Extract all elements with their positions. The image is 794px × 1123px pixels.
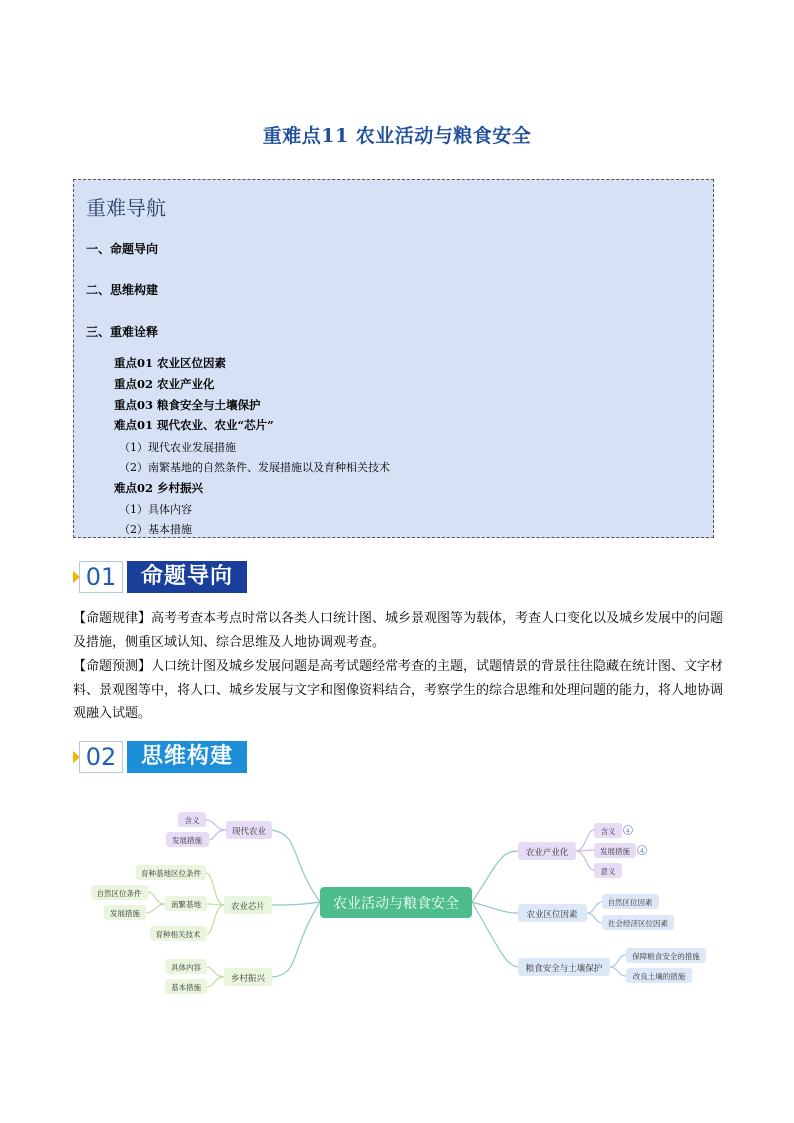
node-modern-agriculture[interactable] <box>226 821 272 839</box>
nav-item-3[interactable]: 三、重难诠释 <box>86 325 159 339</box>
section-number: 01 <box>79 561 123 593</box>
nav-heading: 重难导航 <box>86 196 166 220</box>
svg-text:含义: 含义 <box>600 827 616 836</box>
leaf-nanfan-base[interactable] <box>165 896 207 911</box>
paragraph-forecast: 【命题预测】人口统计图及城乡发展问题是高考试题经常考查的主题，试题情景的背景往往隐藏在统计图、文字材料、景观图等中，将人口、城乡发展与文字和图像资料结合，考察学生的综合思维和处理问题的能力，将人地协调观融入试题。 <box>73 659 724 721</box>
node-label: 农业区位因素 <box>526 910 578 920</box>
nav-sub-1[interactable]: 重点01 农业区位因素 <box>114 356 227 370</box>
node-label: 现代农业 <box>231 827 267 837</box>
svg-text:4: 4 <box>639 847 645 855</box>
leaf-basic-measures[interactable] <box>165 979 207 994</box>
svg-text:社会经济区位因素: 社会经济区位因素 <box>608 919 668 928</box>
node-food-security[interactable] <box>518 958 610 976</box>
svg-text:南繁基地: 南繁基地 <box>171 900 201 909</box>
nav-sub-4-2[interactable]: （2）南繁基地的自然条件、发展措施以及育种相关技术 <box>119 461 390 474</box>
section-label: 思维构建 <box>127 741 247 773</box>
node-label: 乡村振兴 <box>230 974 266 984</box>
svg-text:4: 4 <box>625 827 631 835</box>
nav-sub-5-2[interactable]: （2）基本措施 <box>119 523 192 536</box>
nav-item-1[interactable]: 一、命题导向 <box>86 242 159 256</box>
leaf-dev-measures-nanfan[interactable] <box>104 905 146 920</box>
svg-text:自然区位条件: 自然区位条件 <box>96 889 142 898</box>
svg-text:改良土壤的措施: 改良土壤的措施 <box>632 972 686 981</box>
leaf-natural-conditions[interactable] <box>91 885 148 900</box>
node-rural-revival[interactable] <box>224 968 272 986</box>
leaf-natural-factors[interactable] <box>602 894 659 909</box>
node-label: 农业产业化 <box>525 848 569 858</box>
leaf-meaning-left[interactable] <box>178 812 206 827</box>
nav-sub-5-1[interactable]: （1）具体内容 <box>119 503 192 516</box>
nav-sub-3[interactable]: 重点03 粮食安全与土壤保护 <box>114 398 261 412</box>
leaf-food-security-measures[interactable] <box>626 948 706 963</box>
nav-item-2[interactable]: 二、思维构建 <box>86 283 159 297</box>
svg-text:意义: 意义 <box>600 867 616 876</box>
leaf-specific-content[interactable] <box>165 959 207 974</box>
nav-sub-4-1[interactable]: （1）现代农业发展措施 <box>119 441 236 454</box>
leaf-socio-economic-factors[interactable] <box>602 915 674 930</box>
nav-sub-4[interactable]: 难点01 现代农业、农业“芯片” <box>114 418 274 432</box>
svg-text:发展措施: 发展措施 <box>172 836 202 845</box>
leaf-significance[interactable] <box>594 863 622 878</box>
leaf-breeding-tech[interactable] <box>150 926 207 941</box>
section-number: 02 <box>79 741 123 773</box>
nav-sub-5[interactable]: 难点02 乡村振兴 <box>114 481 204 495</box>
leaf-dev-measures-left[interactable] <box>166 832 209 847</box>
center-label: 农业活动与粮食安全 <box>333 896 459 912</box>
node-location-factors[interactable] <box>518 904 587 922</box>
nav-sub-2[interactable]: 重点02 农业产业化 <box>114 377 215 391</box>
node-label: 粮食安全与土壤保护 <box>525 964 603 974</box>
svg-text:自然区位因素: 自然区位因素 <box>607 898 653 907</box>
page-title: 重难点11 农业活动与粮食安全 <box>262 125 532 147</box>
svg-text:发展措施: 发展措施 <box>600 847 630 856</box>
section-label: 命题导向 <box>127 561 247 593</box>
svg-text:保障粮食安全的措施: 保障粮食安全的措施 <box>632 952 700 961</box>
svg-text:含义: 含义 <box>184 816 200 825</box>
node-agri-chip[interactable] <box>224 896 272 914</box>
svg-text:发展措施: 发展措施 <box>110 909 140 918</box>
paragraph-rule: 【命题规律】高考考查本考点时常以各类人口统计图、城乡景观图等为载体，考查人口变化以及城乡发展中的问题及措施，侧重区域认知、综合思维及人地协调观考查。 <box>73 611 724 650</box>
svg-text:基本措施: 基本措施 <box>171 983 201 992</box>
svg-text:育种相关技术: 育种相关技术 <box>155 930 201 939</box>
node-label: 农业芯片 <box>230 902 266 912</box>
node-agri-industrialization[interactable] <box>518 842 576 860</box>
leaf-breeding-conditions[interactable] <box>136 865 206 880</box>
center-node[interactable] <box>320 887 472 918</box>
svg-text:具体内容: 具体内容 <box>171 963 201 972</box>
svg-text:育种基地区位条件: 育种基地区位条件 <box>141 869 201 878</box>
leaf-meaning-right[interactable] <box>594 823 622 838</box>
leaf-dev-measures-right[interactable] <box>594 843 636 858</box>
leaf-soil-improvement[interactable] <box>626 968 692 983</box>
